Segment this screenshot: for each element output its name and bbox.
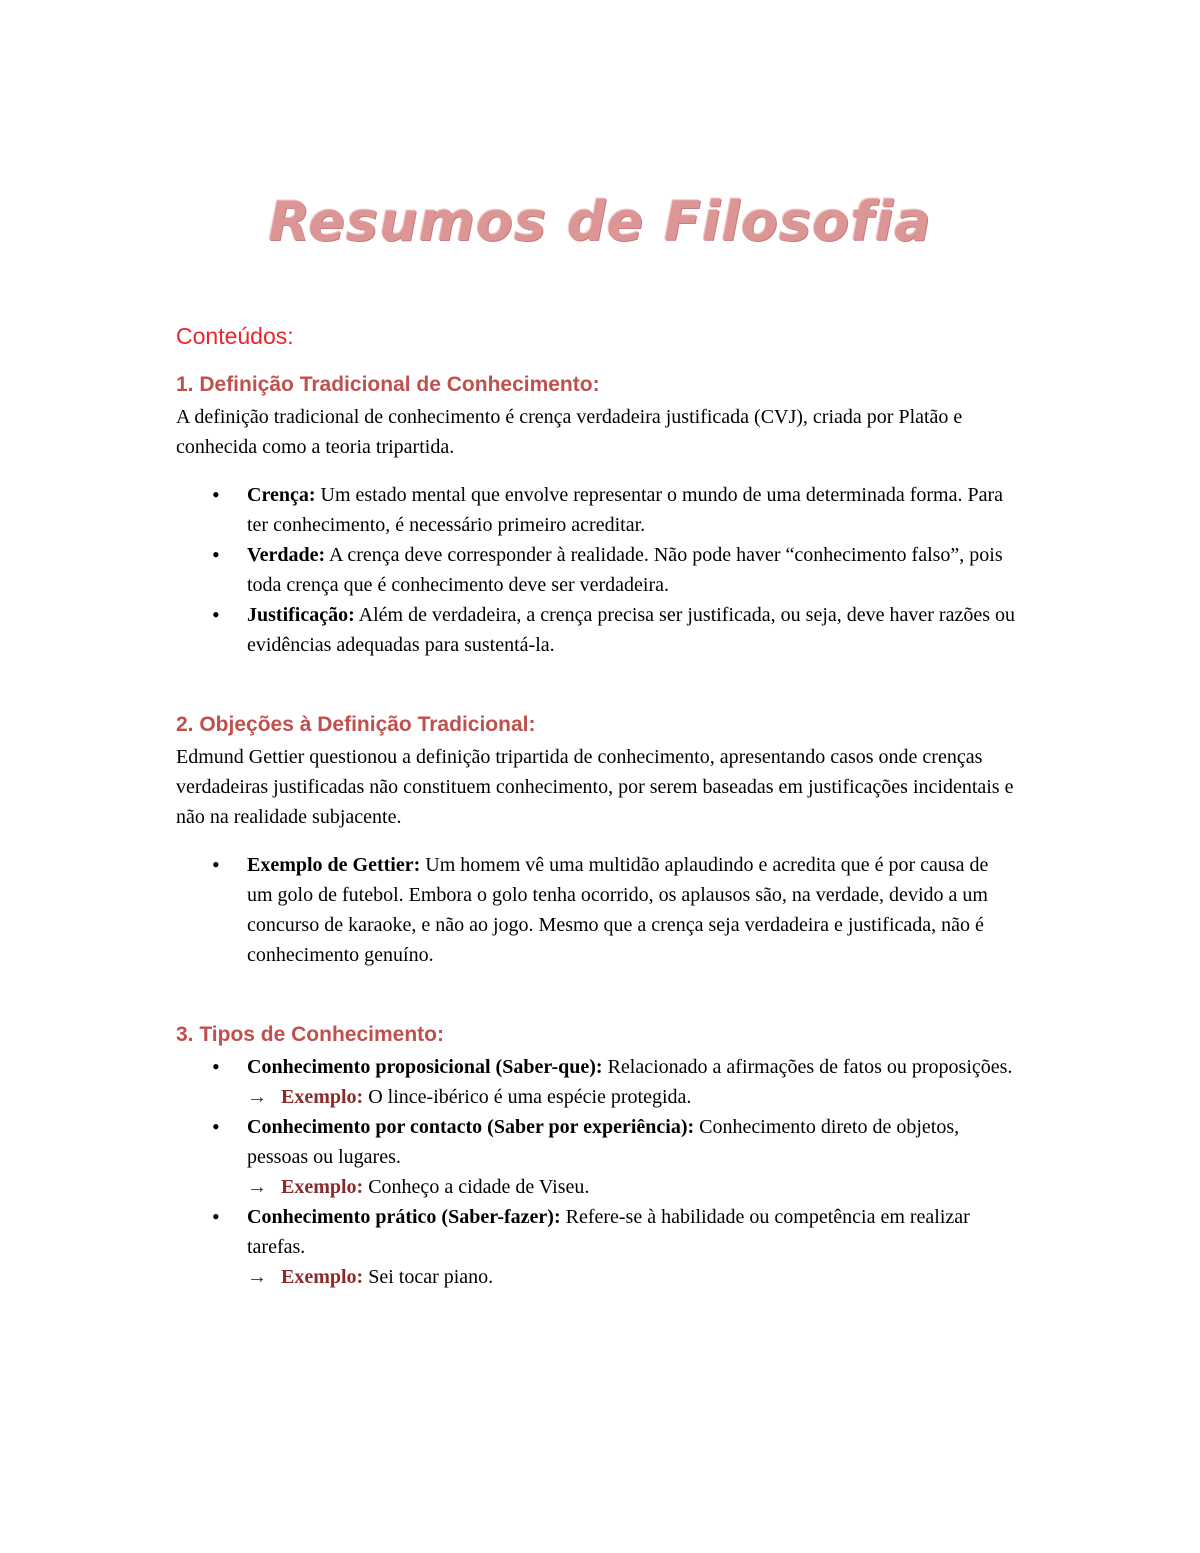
arrow-right-icon: → <box>247 1086 267 1108</box>
section-2-list <box>176 850 1016 970</box>
bullet-icon: • <box>212 1204 220 1229</box>
example-line <box>176 1262 1016 1292</box>
toc-heading: Conteúdos: <box>176 323 294 349</box>
item-term: Conhecimento prático (Saber-fazer): <box>247 1206 561 1228</box>
item-term: Justificação: <box>247 604 355 626</box>
item-term: Conhecimento proposicional (Saber-que): <box>247 1056 603 1078</box>
arrow-right-icon: → <box>247 1176 267 1198</box>
section-3-list <box>176 1052 1016 1082</box>
bullet-icon: • <box>212 1114 220 1139</box>
item-text: Refere-se à habilidade ou competência em realizar tarefas. <box>247 1206 970 1258</box>
section-1-intro: A definição tradicional de conhecimento é crença verdadeira justificada (CVJ), criada por Platão e conhecida como a teoria tripartida. <box>176 406 963 458</box>
list-item <box>176 540 1016 600</box>
section-2-intro: Edmund Gettier questionou a definição tripartida de conhecimento, apresentando casos onde crenças verdadeiras justificadas não constituem conhecimento, por serem baseadas em justificações incidentais e não na realidade subjacente. <box>176 746 1014 828</box>
bullet-icon: • <box>212 1054 220 1079</box>
document-title: Resumos de Filosofia <box>268 190 932 253</box>
bullet-icon: • <box>212 542 220 567</box>
document-body <box>176 318 1016 1292</box>
section-1-list <box>176 480 1016 660</box>
bullet-icon: • <box>212 602 220 627</box>
bullet-icon: • <box>212 482 220 507</box>
item-text: A crença deve corresponder à realidade. Não pode haver “conhecimento falso”, pois toda crença que é conhecimento deve ser verdadeira. <box>247 544 1003 596</box>
item-text: Conhecimento direto de objetos, pessoas ou lugares. <box>247 1116 960 1168</box>
example-text: O lince-ibérico é uma espécie protegida. <box>363 1086 692 1108</box>
item-text: Um estado mental que envolve representar o mundo de uma determinada forma. Para ter conhecimento, é necessário primeiro acreditar. <box>247 484 1004 536</box>
item-term: Crença: <box>247 484 316 506</box>
list-item <box>176 850 1016 970</box>
section-3-list-2 <box>176 1112 1016 1172</box>
item-term: Exemplo de Gettier: <box>247 854 421 876</box>
item-text: Relacionado a afirmações de fatos ou proposições. <box>602 1056 1013 1078</box>
section-3-list-3 <box>176 1202 1016 1262</box>
bullet-icon: • <box>212 852 220 877</box>
example-label: Exemplo: <box>281 1176 364 1198</box>
example-label: Exemplo: <box>281 1266 364 1288</box>
section-3-heading: 3. Tipos de Conhecimento: <box>176 1023 444 1046</box>
section-1-heading: 1. Definição Tradicional de Conhecimento: <box>176 373 600 396</box>
example-label: Exemplo: <box>281 1086 364 1108</box>
item-term: Verdade: <box>247 544 326 566</box>
section-2-heading: 2. Objeções à Definição Tradicional: <box>176 713 536 736</box>
list-item <box>176 600 1016 660</box>
list-item <box>176 1112 1016 1172</box>
example-text: Conheço a cidade de Viseu. <box>363 1176 590 1198</box>
list-item <box>176 1202 1016 1262</box>
example-text: Sei tocar piano. <box>363 1266 494 1288</box>
arrow-right-icon: → <box>247 1266 267 1288</box>
example-line <box>176 1172 1016 1202</box>
example-line <box>176 1082 1016 1112</box>
item-text: Um homem vê uma multidão aplaudindo e acredita que é por causa de um golo de futebol. Embora o golo tenha ocorrido, os aplausos são, na verdade, devido a um concurso de karaoke, e não ao jogo. Mesmo que a crença seja verdadeira e justificada, não é conhecimento genuíno. <box>247 854 989 966</box>
list-item <box>176 1052 1016 1082</box>
item-text: Além de verdadeira, a crença precisa ser justificada, ou seja, deve haver razões ou evidências adequadas para sustentá-la. <box>247 604 1015 656</box>
item-term: Conhecimento por contacto (Saber por experiência): <box>247 1116 695 1138</box>
list-item <box>176 480 1016 540</box>
